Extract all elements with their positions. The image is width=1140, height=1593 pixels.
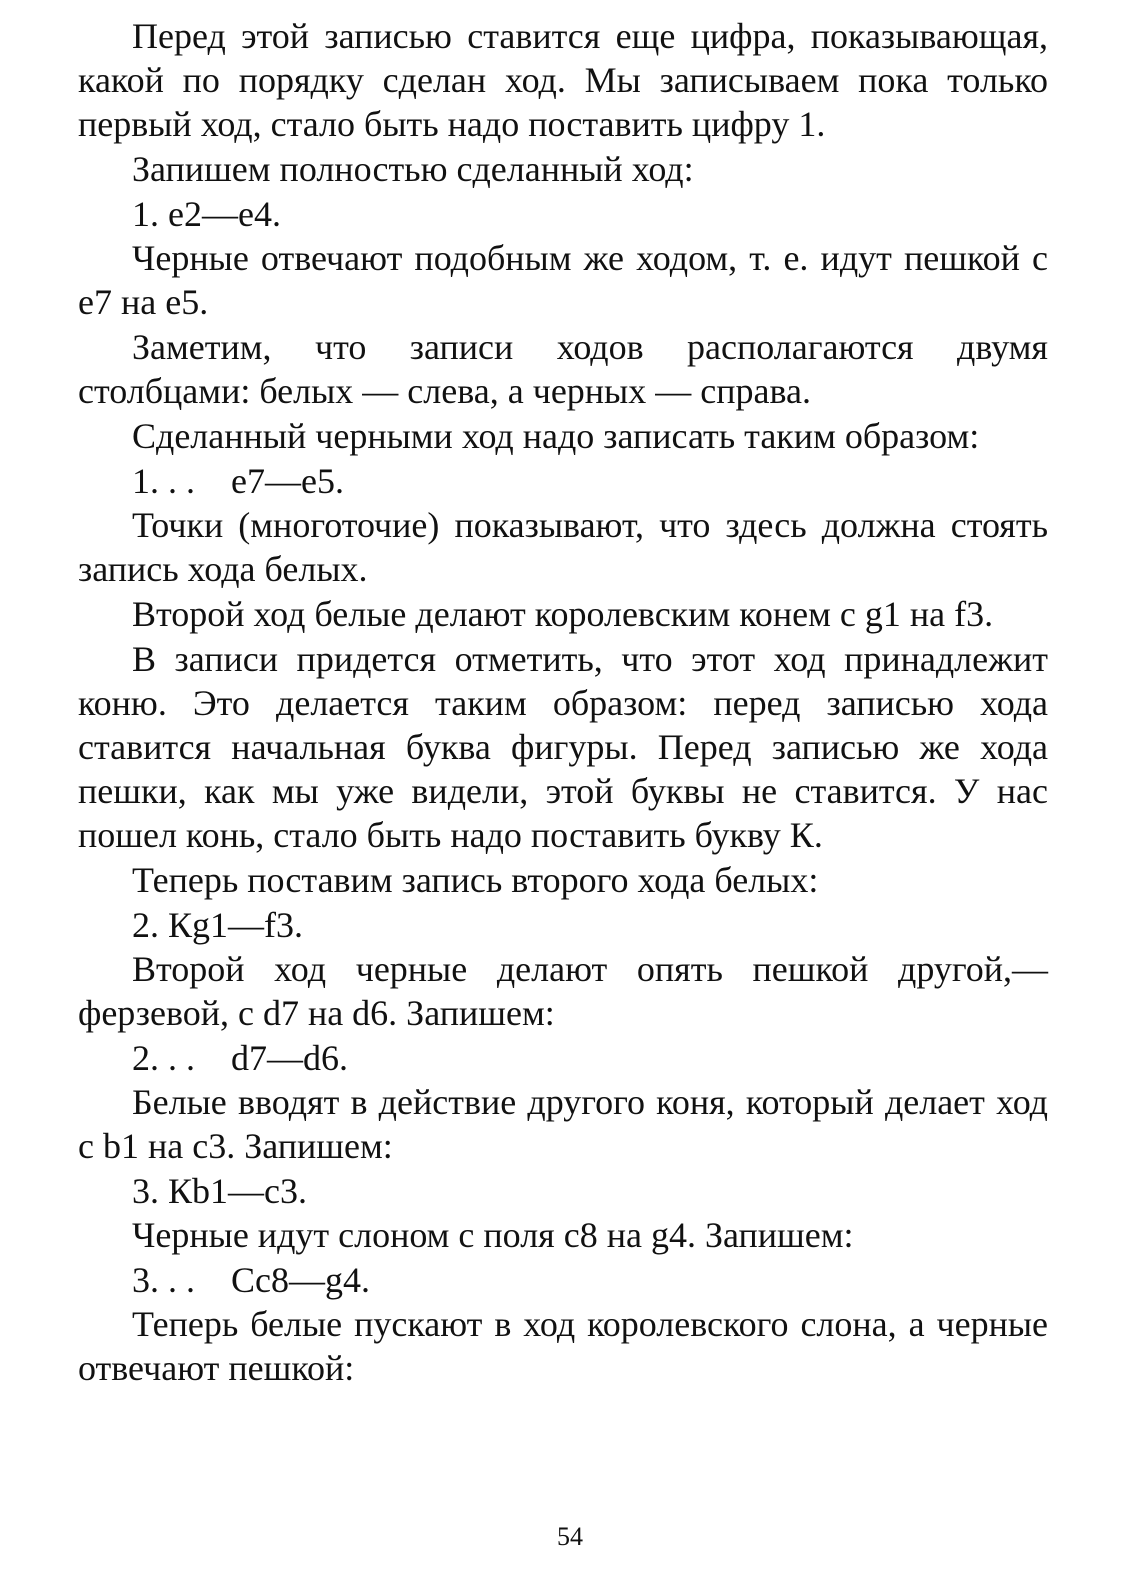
paragraph: Теперь поставим запись второго хода белых: bbox=[132, 860, 819, 900]
paragraph: Сделанный черными ход надо записать таким образом: bbox=[132, 416, 980, 456]
paragraph: Белые вводят в действие другого коня, который делает ход с b1 на c3. Запишем: bbox=[78, 1082, 1048, 1166]
paragraph: Точки (многоточие) показывают, что здесь должна стоять запись хода белых. bbox=[78, 505, 1048, 589]
paragraph: Теперь белые пускают в ход королевского слона, а черные отвечают пешкой: bbox=[78, 1304, 1048, 1388]
paragraph: Заметим, что записи ходов располагаются двумя столбцами: белых — слева, а черных — справа. bbox=[78, 327, 1048, 411]
paragraph: Черные отвечают подобным же ходом, т. е. идут пешкой с e7 на e5. bbox=[78, 238, 1048, 322]
paragraph: В записи придется отметить, что этот ход принадлежит коню. Это делается таким образом: перед записью хода ставится начальная буква фигуры. Перед записью же хода пешки, как мы уже видели, этой буквы не ставится. У нас пошел конь, стало быть надо поставить букву К. bbox=[78, 639, 1048, 855]
move-notation: 1. e2—e4. bbox=[132, 194, 281, 234]
body-text bbox=[78, 14, 1048, 1391]
paragraph: Второй ход белые делают королевским конем с g1 на f3. bbox=[132, 594, 994, 634]
move-notation: 3. Кb1—c3. bbox=[132, 1171, 307, 1211]
page-number: 54 bbox=[557, 1522, 583, 1551]
paragraph: Перед этой записью ставится еще цифра, показывающая, какой по порядку сделан ход. Мы записываем пока только первый ход, стало быть надо поставить цифру 1. bbox=[78, 16, 1048, 144]
paragraph: Запишем полностью сделанный ход: bbox=[132, 149, 694, 189]
paragraph: Второй ход черные делают опять пешкой другой,— ферзевой, с d7 на d6. Запишем: bbox=[78, 949, 1048, 1033]
move-notation: 2. Кg1—f3. bbox=[132, 905, 303, 945]
paragraph: Черные идут слоном с поля c8 на g4. Запишем: bbox=[132, 1215, 854, 1255]
move-notation: 2. . . d7—d6. bbox=[132, 1038, 348, 1078]
move-notation: 1. . . e7—e5. bbox=[132, 461, 344, 501]
move-notation: 3. . . Сc8—g4. bbox=[132, 1260, 370, 1300]
